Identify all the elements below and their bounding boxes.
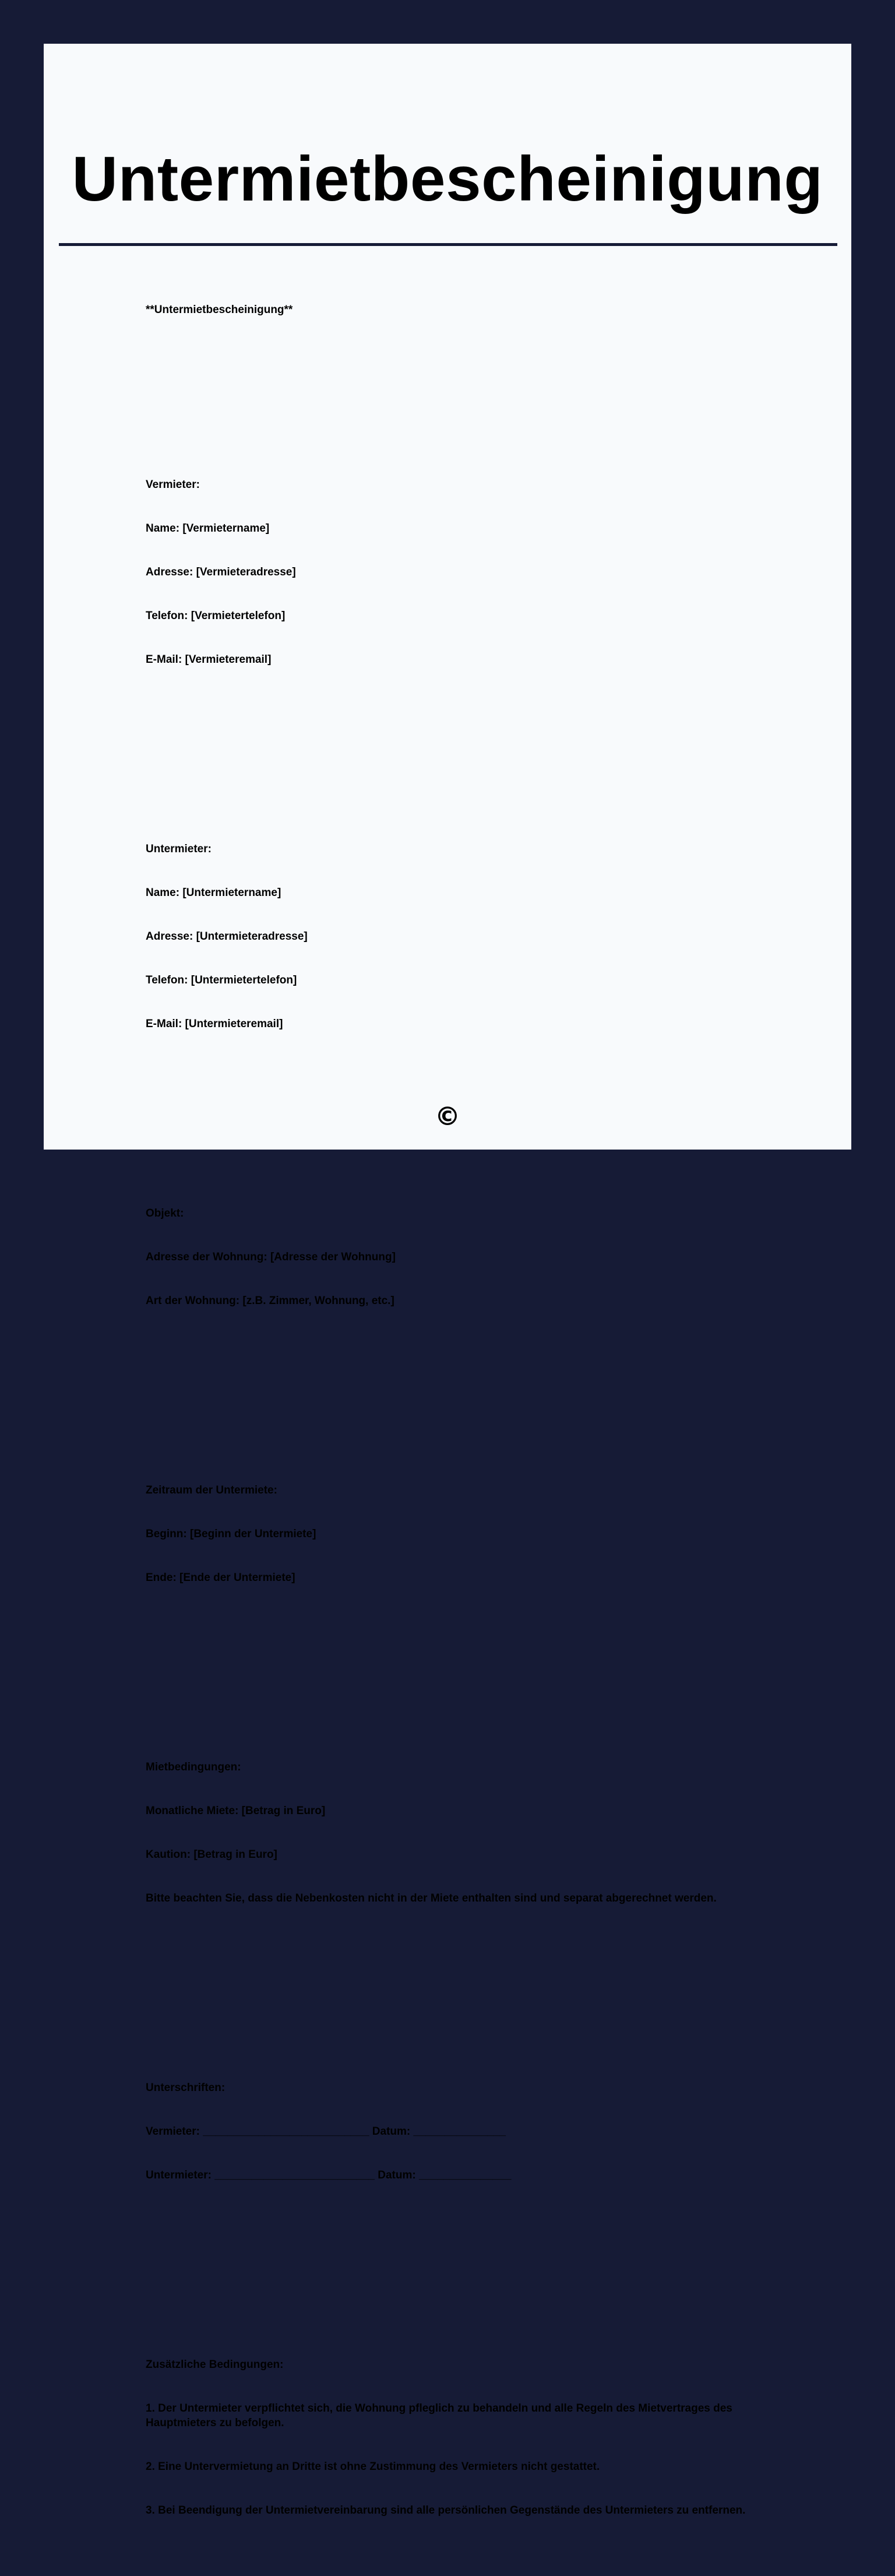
property-label: Objekt: xyxy=(146,1207,184,1220)
landlord-email: E-Mail: [Vermieteremail] xyxy=(146,653,272,666)
additional-term-item: 2. Eine Untervermietung an Dritte ist ohne Zustimmung des Vermieters nicht gestattet. xyxy=(146,2461,600,2473)
subtenant-email: E-Mail: [Untermieteremail] xyxy=(146,1018,283,1030)
terms-section xyxy=(146,1731,792,1935)
document-title: Untermietbescheinigung xyxy=(72,143,823,215)
landlord-phone: Telefon: [Vermietertelefon] xyxy=(146,610,286,622)
subtenant-name: Name: [Untermietername] xyxy=(146,887,281,899)
copyright-icon: © xyxy=(435,1102,460,1131)
landlord-signature-line: Vermieter: ___________________________ Datum: _______________ xyxy=(146,2125,506,2138)
period-label: Zeitraum der Untermiete: xyxy=(146,1484,277,1496)
additional-terms-section xyxy=(146,2328,792,2547)
section-spacer xyxy=(146,1643,792,1687)
section-spacer xyxy=(146,346,792,405)
section-spacer xyxy=(146,1964,792,2008)
signatures-label: Unterschriften: xyxy=(146,2082,225,2094)
subtenant-phone: Telefon: [Untermietertelefon] xyxy=(146,974,297,986)
property-section xyxy=(146,1177,792,1337)
terms-note: Bitte beachten Sie, dass die Nebenkosten nicht in der Miete enthalten sind und separat abgerechnet werden. xyxy=(146,1892,717,1904)
section-spacer xyxy=(146,2241,792,2285)
terms-label: Mietbedingungen: xyxy=(146,1761,241,1773)
landlord-section xyxy=(146,448,792,696)
landlord-label: Vermieter: xyxy=(146,479,200,491)
subtenant-label: Untermieter: xyxy=(146,843,212,855)
landlord-name: Name: [Vermietername] xyxy=(146,522,270,535)
property-address: Adresse der Wohnung: [Adresse der Wohnung] xyxy=(146,1251,396,1263)
period-end: Ende: [Ende der Untermiete] xyxy=(146,1572,295,1584)
additional-terms-label: Zusätzliche Bedingungen: xyxy=(146,2359,284,2371)
property-type: Art der Wohnung: [z.B. Zimmer, Wohnung, etc.] xyxy=(146,1295,394,1307)
section-spacer xyxy=(146,725,792,769)
title-divider xyxy=(59,243,837,246)
section-spacer xyxy=(146,1366,792,1410)
terms-deposit: Kaution: [Betrag in Euro] xyxy=(146,1848,277,1861)
signatures-section xyxy=(146,2051,792,2212)
document-page xyxy=(44,44,851,2517)
additional-term-item: 1. Der Untermieter verpflichtet sich, die Wohnung pfleglich zu behandeln und alle Regeln des Mietvertrages des Hauptmieters zu befolgen. xyxy=(146,2402,736,2429)
period-section xyxy=(146,1454,792,1614)
subtenant-address: Adresse: [Untermieteradresse] xyxy=(146,930,308,943)
heading-line: **Untermietbescheinigung** xyxy=(146,304,293,316)
subtenant-signature-line: Untermieter: __________________________ Datum: _______________ xyxy=(146,2169,512,2181)
additional-term-item: 3. Bei Beendigung der Untermietvereinbarung sind alle persönlichen Gegenstände des Untermieters zu entfernen. xyxy=(146,2504,746,2517)
period-start: Beginn: [Beginn der Untermiete] xyxy=(146,1528,316,1540)
landlord-address: Adresse: [Vermieteradresse] xyxy=(146,566,296,578)
subtenant-section xyxy=(146,813,792,1060)
terms-rent: Monatliche Miete: [Betrag in Euro] xyxy=(146,1805,326,1817)
document-body xyxy=(146,273,792,2576)
